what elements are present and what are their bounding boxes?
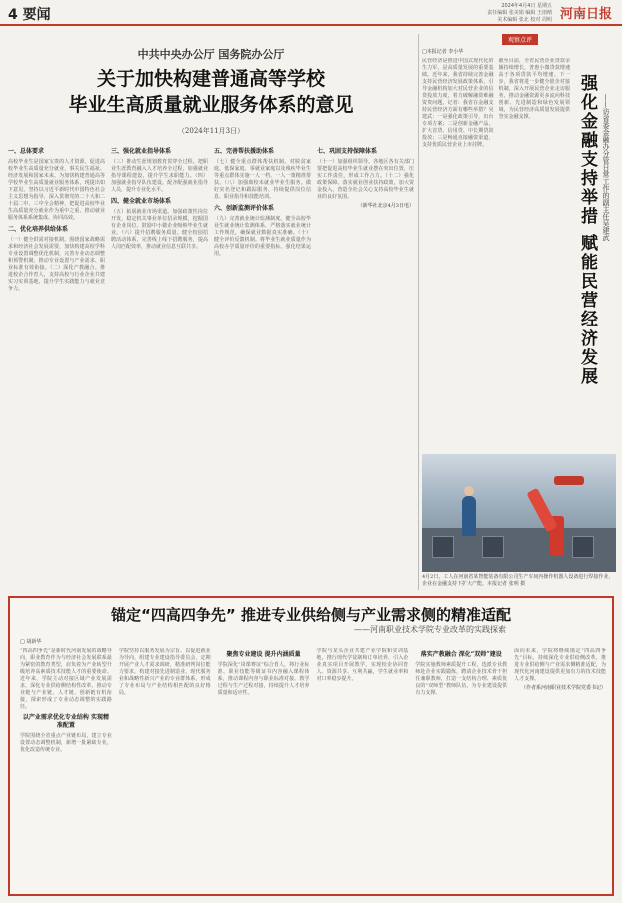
bottom-column <box>514 648 606 888</box>
section-tag: 观察点评 <box>502 34 538 45</box>
section-heading: 六、创新监测评价体系 <box>214 205 275 212</box>
top-article <box>8 36 414 588</box>
worker-figure <box>462 496 476 536</box>
article-column <box>317 144 414 584</box>
bottom-column <box>316 648 408 888</box>
bottom-column <box>415 648 507 888</box>
section-body: （七）健全重点群体帮扶机制。对脱贫家庭、低保家庭、零就业家庭以及残疾毕业生等重点群体实施一人一档、一人一策精准帮扶。（八）加强离校未就业毕业生服务。做好实名登记和跟踪服务，持续提供岗位信息、职业指导和技能培训。 <box>214 159 311 200</box>
bottom-subheading: 落实产教融合 深化“双师”建设 <box>420 651 502 658</box>
column-divider <box>418 34 419 590</box>
bottom-article-columns <box>20 648 606 888</box>
worker-head <box>464 486 474 496</box>
masthead-date: 2024年4月4日 星期五 <box>501 3 552 9</box>
section-heading: 四、健全就业市场体系 <box>111 198 172 205</box>
right-article-columns <box>422 58 570 478</box>
bottom-subheading: 以产业需求优化专业结构 实现精准配置 <box>22 714 109 729</box>
right-column: 民营经济是推进中国式现代化的生力军，是高质量发展的重要基础。近年来，我省持续完善金融支持民营经济发展政策体系，引导金融机构加大对民营企业的信贷投放力度，着力破解融资难融资贵问题。记者：我省在金融支持民营经济方面有哪些举措？吴建武：一是强化政策引导，出台专项方案；二是创新金融产品，扩大首贷、信用贷、中长期贷款投放；三是畅通直接融资渠道，支持优质民营企业上市挂牌。 <box>422 58 494 148</box>
bottom-paragraph: 学院深化“岗课赛证”综合育人，将行业标准、职业技能等级证书内容融入课程体系，推动课程内容与职业标准对接、教学过程与生产过程对接，持续提升人才培养质量和适应性。 <box>217 662 310 696</box>
section-heading: 七、巩固支持保障体系 <box>317 148 378 155</box>
bottom-paragraph: 学院实施教师素质提升工程，选派专业教师赴企业实践锻炼，聘请企业技术骨干担任兼职教师，打造一支结构合理、素质优良的“双师型”教师队伍，为专业建设提供有力支撑。 <box>415 662 508 696</box>
machine-base <box>422 528 616 572</box>
bottom-paragraph: “四高四争先”是新时代河南发展的战略导向，职业教育作为与经济社会发展联系最为紧密的教育类型，肩负着为产业转型升级培养高素质技术技能人才的重要使命。近年来，学院主动对接区域产业发展需求，深化专业供给侧结构性改革，推动专业链与产业链、人才链、创新链有机衔接，探索形成了专业动态调整的实践路径。 <box>20 648 112 710</box>
article-column <box>8 144 105 584</box>
section-body: 高校毕业生是国家宝贵的人才资源，促进高校毕业生高质量充分就业，事关民生福祉、经济发展和国家未来。为加快构建普通高等学校毕业生高质量就业服务体系，现提出如下意见。坚持以习近平新时代中国特色社会主义思想为指导，深入贯彻党的二十大和二十届二中、三中全会精神，把促进高校毕业生高质量充分就业作为重中之重，推动就业服务体系系统集成、协同高效。 <box>8 159 105 221</box>
masthead-proofreaders: 美术编辑 张北 校对 周明 <box>497 17 552 23</box>
bottom-column <box>218 648 310 888</box>
bottom-article <box>8 596 614 896</box>
section-body: （九）完善就业统计监测制度。健全高校毕业生就业统计监测体系，严格落实就业统计工作规范，确保就业数据真实准确。（十）健全评价反馈机制。将毕业生就业质量作为高校办学质量评价的重要指标，强化结果运用。 <box>214 216 311 257</box>
masthead-meta <box>422 3 552 24</box>
section-heading: 三、强化就业指导体系 <box>111 148 172 155</box>
photo-caption: 4月2日，工人在河南省某智能装备有限公司生产车间内操作机器人设备进行焊接作业，企业在金融支持下扩大产能。本报记者 张明 摄 <box>422 574 614 587</box>
masthead <box>0 0 622 26</box>
factory-photo <box>422 454 616 572</box>
article-column <box>111 144 208 584</box>
robot-arm-middle <box>526 488 557 532</box>
machine-slot <box>432 536 454 558</box>
headline-line-1: 关于加快构建普通高等学校 <box>96 68 325 90</box>
newspaper-logo: 河南日报 <box>559 7 612 22</box>
right-byline: □本报记者 李小华 <box>422 49 464 55</box>
machine-slot <box>482 536 504 558</box>
article-issuer: 中共中央办公厅 国务院办公厅 <box>137 48 285 61</box>
article-source-note: （新华社北京4月3日电） <box>357 203 414 209</box>
article-date: （2024年11月3日） <box>177 127 245 135</box>
robot-arm <box>532 476 582 556</box>
article-column <box>214 144 311 584</box>
bottom-headline: 锚定“四高四争先” 推进专业供给侧与产业需求侧的精准适配 <box>111 606 511 624</box>
bottom-subtitle: ——河南职业技术学院专业改革的实践探索 <box>354 625 506 634</box>
section-heading: 五、完善帮扶援助体系 <box>214 148 275 155</box>
article-headline <box>8 66 414 118</box>
right-article-subtitle: ——访省委金融办分管日常工作的副主任吴建武 <box>602 94 610 241</box>
bottom-byline: □ 胡新华 <box>20 639 42 645</box>
bottom-paragraph: 学院与龙头企业共建产业学院和实训基地，推行现代学徒制和订单培养，引入企业真实项目开展教学，实现校企协同育人、资源共享、互利共赢，学生就业率和对口率稳步提升。 <box>316 648 409 682</box>
section-body: （三）推动生涯规划教育贯穿全过程。把职业生涯教育融入人才培养全过程，加强就业指导课程建设，提升学生求职能力。（四）加强就业指导队伍建设。配齐配强就业指导人员，提升专业化水平。 <box>111 159 208 193</box>
bottom-subheading: 聚焦专业建设 提升内涵质量 <box>226 651 301 658</box>
masthead-editors: 责任编辑 张美娟 编辑 王雨晴 <box>487 10 552 16</box>
author-note: （作者系河南职业技术学院党委书记） <box>520 685 606 691</box>
section-body: （十一）加强组织领导。各地区各有关部门要把促进高校毕业生就业摆在突出位置，压实工作责任，形成工作合力。（十二）强化政策保障。落实就业创业扶持政策，加大资金投入，营造全社会关心支持高校毕业生就业的良好氛围。 <box>317 159 414 200</box>
section-heading: 一、总体要求 <box>8 148 45 155</box>
robot-arm-head <box>554 476 584 485</box>
right-article <box>422 34 616 590</box>
bottom-column <box>20 648 112 888</box>
section-body: （五）拓展就业市场渠道。加强政策性岗位开发，稳定机关事业单位招录规模，挖掘国有企业岗位，鼓励中小微企业吸纳毕业生就业。（六）提升招聘服务质量。健全校园招聘活动体系，完善线上线下招聘服务，提高人岗匹配效率，推动就业信息互联共享。 <box>111 209 208 250</box>
page-label: 4 要闻 <box>8 7 51 23</box>
bottom-paragraph: 学院围绕全省重点产业链布局，建立专业设置动态调整机制，新增一批紧缺专业，优化改造传统专业。 <box>20 733 112 753</box>
right-column: 截至目前，全省民营企业贷款余额持续增长，普惠小微贷款增速高于各项贷款平均增速。下一步，我省将进一步健全银企对接机制，深入开展民营企业走访服务，推动金融资源更多流向科技创新、先进制造和绿色发展领域，为民营经济高质量发展提供坚实金融支撑。 <box>498 58 570 120</box>
right-article-title: 强化金融支持举措 赋能民营经济发展 <box>577 74 597 386</box>
bottom-paragraph: 面向未来，学院将继续锚定“四高四争先”目标，持续深化专业供给侧改革，推进专业供给侧与产业需求侧精准适配，为现代化河南建设提供更加有力的技术技能人才支撑。 <box>514 648 606 682</box>
section-heading: 二、优化培养供给体系 <box>8 226 69 233</box>
section-body: （一）健全供需对接机制。围绕国家战略需求和经济社会发展需要，加快构建高校学科专业设置调整优化机制，完善专业动态调整和预警机制，推动专业设置与产业需求、职业标准有效衔接。（二）深化产教融合。推进校企合作育人，支持高校与行业企业共建实习实训基地，提升学生实践能力与就业竞争力。 <box>8 237 105 292</box>
bottom-paragraph: 学院坚持以服务发展为宗旨、以促进就业为导向，组建专业建设指导委员会，定期开展产业人才需求调研，精准研判岗位能力要求，构建对接先进制造业、现代服务业和战略性新兴产业的专业群体系，形成了专业布局与产业结构相匹配的良好格局。 <box>118 648 211 696</box>
bottom-column <box>119 648 211 888</box>
article-columns <box>8 144 414 584</box>
headline-line-2: 毕业生高质量就业服务体系的意见 <box>68 94 354 116</box>
